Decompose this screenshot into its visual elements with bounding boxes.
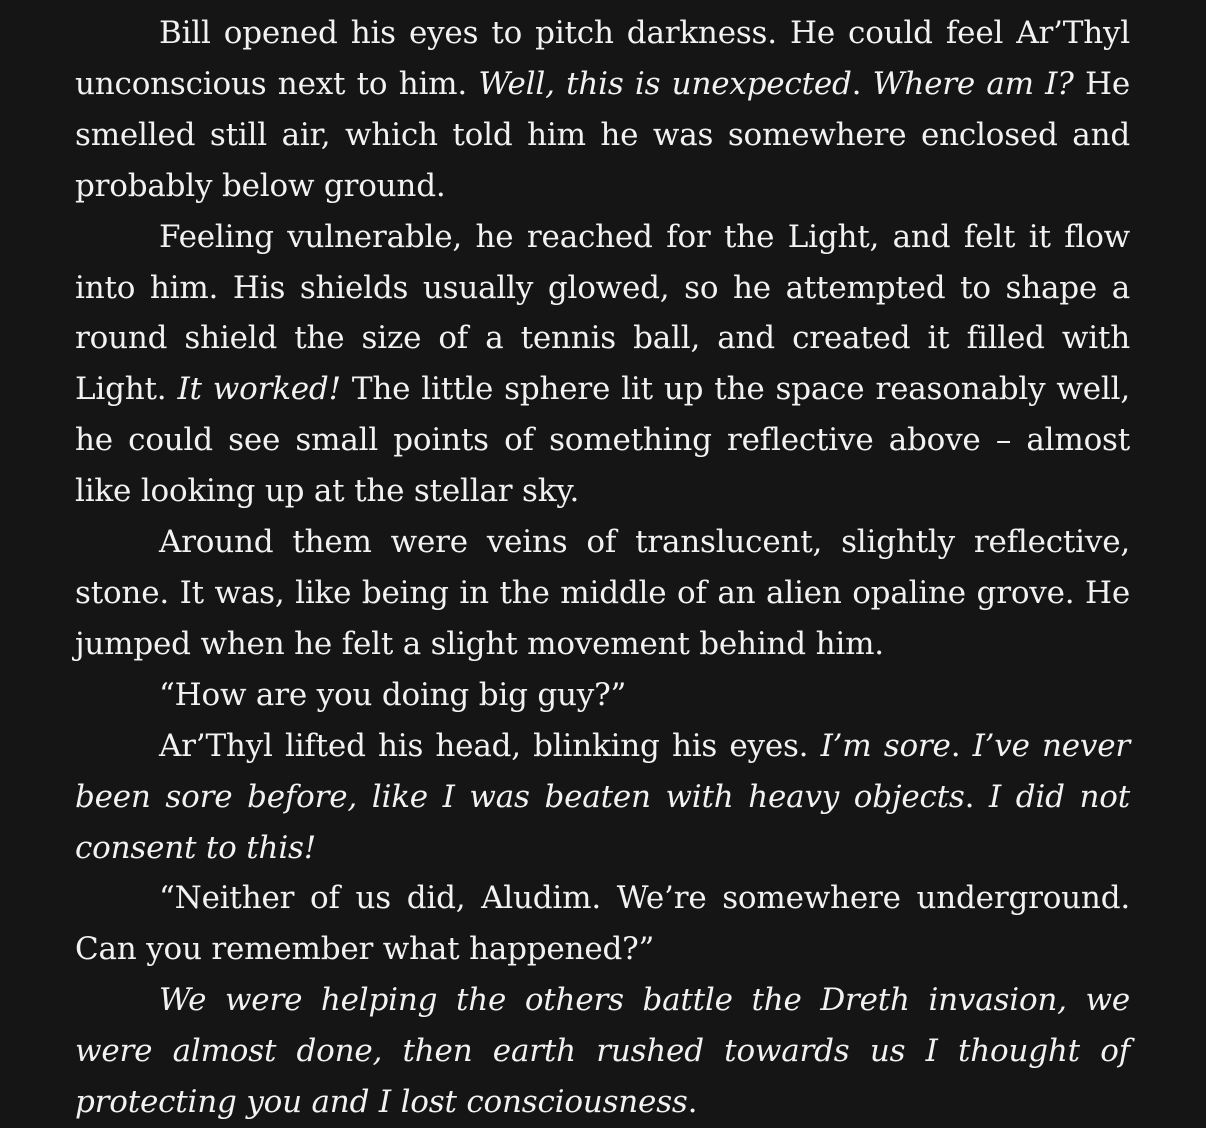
italic-thought: I’ve never been sore before, like I was beaten with heavy objects — [75, 727, 1130, 815]
text-segment: . — [964, 778, 989, 815]
italic-thought: Where am I? — [872, 65, 1074, 102]
italic-thought: It worked! — [177, 371, 341, 408]
paragraph-6-dialogue — [75, 873, 1130, 975]
paragraph-7-thought — [75, 975, 1130, 1128]
text-segment: . — [950, 727, 973, 764]
text-segment: “How are you doing big guy?” — [159, 676, 627, 713]
paragraph-5 — [75, 721, 1130, 874]
text-segment: . — [851, 65, 873, 102]
italic-thought: I did not consent to this! — [75, 778, 1130, 866]
italic-thought: Well, this is unexpected — [478, 65, 852, 102]
text-segment: He smelled still air, which told him he was somewhere enclosed and probably below ground. — [75, 65, 1130, 204]
book-page — [75, 8, 1130, 1128]
text-segment: Bill opened his eyes to pitch darkness. He could feel Ar’Thyl unconscious next to him. — [75, 15, 1130, 102]
text-segment: The little sphere lit up the space reasonably well, he could see small points of something reflective above – almost like looking up at the stellar sky. — [75, 371, 1130, 510]
paragraph-4-dialogue — [75, 670, 1130, 721]
text-segment: Around them were veins of translucent, slightly reflective, stone. It was, like being in the middle of an alien opaline grove. He jumped when he felt a slight movement behind him. — [75, 524, 1130, 662]
text-segment: Feeling vulnerable, he reached for the Light, and felt it flow into him. His shields usually glowed, so he attempted to shape a round shield the size of a tennis ball, and created it filled with Light. — [75, 218, 1130, 408]
text-segment: Ar’Thyl lifted his head, blinking his eyes. — [159, 727, 821, 764]
paragraph-2 — [75, 212, 1130, 517]
italic-thought: We were helping the others battle the Dreth invasion, we were almost done, then earth rushed towards us I thought of protecting you and I lost consciousness — [75, 982, 1130, 1121]
paragraph-1 — [75, 8, 1130, 212]
text-segment: “Neither of us did, Aludim. We’re somewhere underground. Can you remember what happened?” — [75, 880, 1130, 968]
paragraph-3 — [75, 517, 1130, 670]
italic-thought: I’m sore — [820, 727, 951, 764]
text-segment: . — [687, 1084, 698, 1121]
